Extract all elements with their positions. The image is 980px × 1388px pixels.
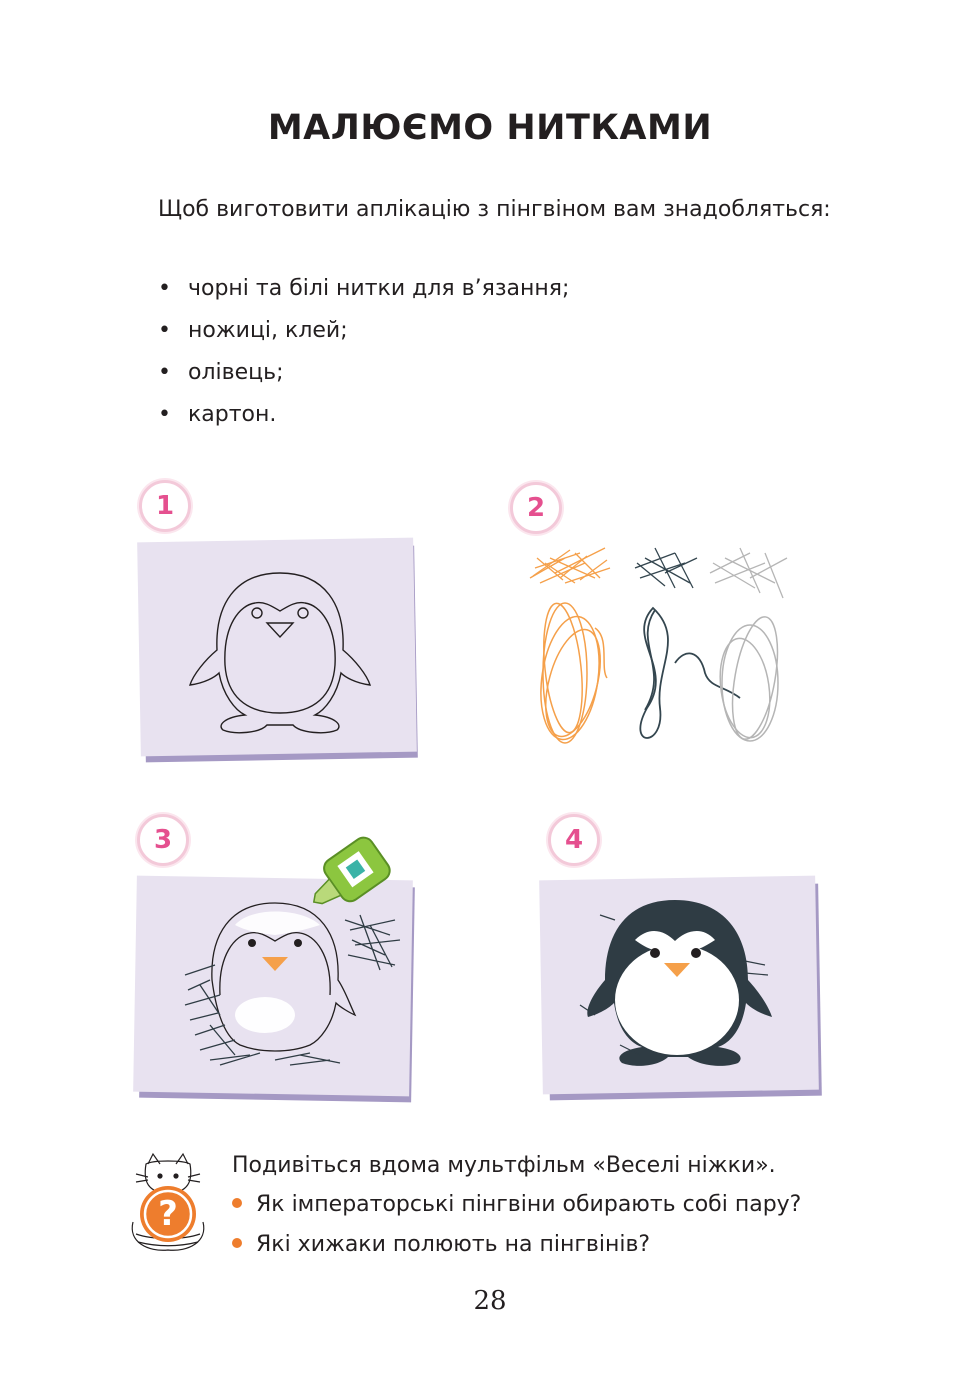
material-label: чорні та білі нитки для в’язання; [188, 276, 570, 301]
page-number: 28 [473, 1286, 507, 1316]
list-item [158, 352, 569, 394]
material-label: картон. [188, 402, 277, 427]
step-badge-1: 1 [139, 480, 191, 532]
bullet-dot: • [158, 318, 171, 343]
step-badge-4: 4 [548, 814, 600, 866]
materials-list [158, 268, 569, 436]
penguin-finished-illustration [580, 895, 780, 1075]
step-badge-2: 2 [510, 482, 562, 534]
penguin-outline-illustration [185, 565, 375, 740]
question-mark: ? [158, 1194, 178, 1234]
question-item [232, 1192, 801, 1217]
step-badge-3: 3 [137, 814, 189, 866]
threads-illustration [525, 538, 795, 758]
intro-text: Щоб виготовити аплікацію з пінгвіном вам знадобляться: [158, 197, 831, 222]
list-item [158, 268, 569, 310]
material-label: ножиці, клей; [188, 318, 348, 343]
orange-bullet [232, 1198, 242, 1208]
question-text: Як імператорські пінгвіни обирають собі пару? [256, 1192, 802, 1217]
question-item [232, 1232, 650, 1257]
bullet-dot: • [158, 276, 171, 301]
intro-paragraph [130, 193, 856, 227]
page-title: МАЛЮЄМО НИТКАМИ [267, 108, 713, 148]
bullet-dot: • [158, 402, 171, 427]
material-label: олівець; [188, 360, 284, 385]
penguin-half-done-illustration [180, 895, 410, 1080]
orange-bullet [232, 1238, 242, 1248]
note-text: Подивіться вдома мультфільм «Веселі ніжки». [232, 1153, 776, 1178]
list-item [158, 394, 569, 436]
question-text: Які хижаки полюють на пінгвінів? [256, 1232, 651, 1257]
bullet-dot: • [158, 360, 171, 385]
list-item [158, 310, 569, 352]
glue-bottle-icon [300, 825, 410, 920]
